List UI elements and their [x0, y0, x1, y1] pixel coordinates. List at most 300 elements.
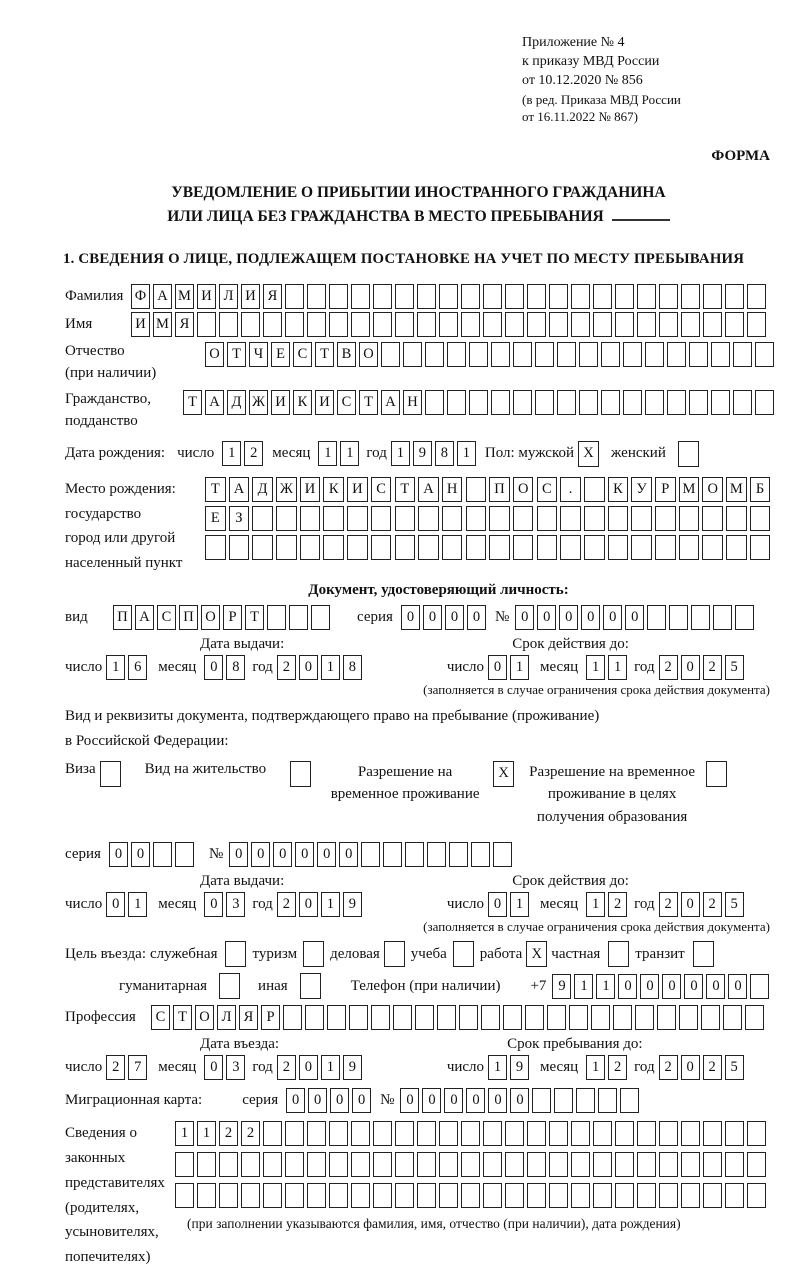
- char-cell[interactable]: 1: [321, 655, 340, 680]
- char-cell[interactable]: [241, 312, 260, 337]
- sex-female-checkbox[interactable]: [678, 441, 699, 467]
- char-cell[interactable]: [466, 535, 487, 560]
- char-cell[interactable]: [489, 506, 510, 531]
- char-cell[interactable]: 2: [703, 892, 722, 917]
- char-cell[interactable]: [483, 1121, 502, 1146]
- char-cell[interactable]: [393, 1005, 412, 1030]
- char-cell[interactable]: [466, 506, 487, 531]
- char-cell[interactable]: [747, 1183, 766, 1208]
- char-cell[interactable]: И: [197, 284, 216, 309]
- char-cell[interactable]: [469, 390, 488, 415]
- char-cell[interactable]: [645, 342, 664, 367]
- char-cell[interactable]: [613, 1005, 632, 1030]
- char-cell[interactable]: [276, 535, 297, 560]
- char-cell[interactable]: 0: [299, 655, 318, 680]
- char-cell[interactable]: [750, 535, 771, 560]
- char-cell[interactable]: 0: [299, 892, 318, 917]
- char-cell[interactable]: [252, 535, 273, 560]
- char-cell[interactable]: [702, 506, 723, 531]
- char-cell[interactable]: [263, 1152, 282, 1177]
- char-cell[interactable]: 0: [466, 1088, 485, 1113]
- char-cell[interactable]: [461, 1183, 480, 1208]
- char-cell[interactable]: [750, 974, 769, 999]
- char-cell[interactable]: [615, 312, 634, 337]
- char-cell[interactable]: [560, 535, 581, 560]
- char-cell[interactable]: 1: [222, 441, 241, 466]
- char-cell[interactable]: [703, 1152, 722, 1177]
- char-cell[interactable]: [252, 506, 273, 531]
- char-cell[interactable]: 0: [537, 605, 556, 630]
- char-cell[interactable]: 0: [317, 842, 336, 867]
- char-cell[interactable]: 7: [128, 1055, 147, 1080]
- char-cell[interactable]: [691, 605, 710, 630]
- char-cell[interactable]: А: [381, 390, 400, 415]
- char-cell[interactable]: П: [113, 605, 132, 630]
- char-cell[interactable]: [418, 506, 439, 531]
- char-cell[interactable]: [703, 1121, 722, 1146]
- char-cell[interactable]: М: [153, 312, 172, 337]
- char-cell[interactable]: 1: [510, 655, 529, 680]
- char-cell[interactable]: 0: [706, 974, 725, 999]
- char-cell[interactable]: 2: [244, 441, 263, 466]
- char-cell[interactable]: [175, 1152, 194, 1177]
- char-cell[interactable]: 9: [552, 974, 571, 999]
- char-cell[interactable]: [447, 390, 466, 415]
- char-cell[interactable]: А: [418, 477, 439, 502]
- char-cell[interactable]: [351, 1121, 370, 1146]
- char-cell[interactable]: 0: [422, 1088, 441, 1113]
- char-cell[interactable]: [491, 342, 510, 367]
- char-cell[interactable]: [267, 605, 286, 630]
- char-cell[interactable]: Н: [442, 477, 463, 502]
- char-cell[interactable]: 2: [106, 1055, 125, 1080]
- char-cell[interactable]: А: [205, 390, 224, 415]
- char-cell[interactable]: [489, 535, 510, 560]
- char-cell[interactable]: [349, 1005, 368, 1030]
- char-cell[interactable]: 0: [603, 605, 622, 630]
- char-cell[interactable]: 0: [640, 974, 659, 999]
- purpose-tourism-checkbox[interactable]: [303, 941, 324, 967]
- char-cell[interactable]: [615, 284, 634, 309]
- char-cell[interactable]: [417, 1121, 436, 1146]
- char-cell[interactable]: [219, 312, 238, 337]
- char-cell[interactable]: Б: [750, 477, 771, 502]
- char-cell[interactable]: [669, 605, 688, 630]
- char-cell[interactable]: Т: [227, 342, 246, 367]
- char-cell[interactable]: С: [537, 477, 558, 502]
- char-cell[interactable]: [311, 605, 330, 630]
- char-cell[interactable]: [449, 842, 468, 867]
- char-cell[interactable]: [747, 284, 766, 309]
- char-cell[interactable]: [725, 1152, 744, 1177]
- char-cell[interactable]: И: [315, 390, 334, 415]
- char-cell[interactable]: [615, 1183, 634, 1208]
- char-cell[interactable]: [481, 1005, 500, 1030]
- char-cell[interactable]: [418, 535, 439, 560]
- char-cell[interactable]: Е: [205, 506, 226, 531]
- char-cell[interactable]: [513, 342, 532, 367]
- char-cell[interactable]: Д: [227, 390, 246, 415]
- char-cell[interactable]: [659, 312, 678, 337]
- char-cell[interactable]: 0: [204, 1055, 223, 1080]
- char-cell[interactable]: [557, 342, 576, 367]
- char-cell[interactable]: А: [135, 605, 154, 630]
- char-cell[interactable]: [667, 342, 686, 367]
- char-cell[interactable]: [471, 842, 490, 867]
- char-cell[interactable]: И: [131, 312, 150, 337]
- char-cell[interactable]: [615, 1121, 634, 1146]
- char-cell[interactable]: [681, 1183, 700, 1208]
- char-cell[interactable]: Я: [263, 284, 282, 309]
- char-cell[interactable]: 5: [725, 655, 744, 680]
- char-cell[interactable]: [491, 390, 510, 415]
- char-cell[interactable]: [307, 1121, 326, 1146]
- char-cell[interactable]: [442, 506, 463, 531]
- char-cell[interactable]: [725, 1183, 744, 1208]
- char-cell[interactable]: [351, 1183, 370, 1208]
- purpose-transit-checkbox[interactable]: [693, 941, 714, 967]
- char-cell[interactable]: С: [371, 477, 392, 502]
- temp-permit-checkbox[interactable]: X: [493, 761, 514, 787]
- char-cell[interactable]: [483, 1183, 502, 1208]
- char-cell[interactable]: Ж: [249, 390, 268, 415]
- char-cell[interactable]: [461, 284, 480, 309]
- char-cell[interactable]: [466, 477, 487, 502]
- char-cell[interactable]: [747, 312, 766, 337]
- char-cell[interactable]: [755, 342, 774, 367]
- char-cell[interactable]: О: [513, 477, 534, 502]
- char-cell[interactable]: 6: [128, 655, 147, 680]
- char-cell[interactable]: [373, 1152, 392, 1177]
- char-cell[interactable]: [608, 535, 629, 560]
- char-cell[interactable]: 0: [467, 605, 486, 630]
- char-cell[interactable]: 1: [608, 655, 627, 680]
- char-cell[interactable]: [263, 1121, 282, 1146]
- char-cell[interactable]: 1: [457, 441, 476, 466]
- char-cell[interactable]: 0: [295, 842, 314, 867]
- char-cell[interactable]: 2: [219, 1121, 238, 1146]
- char-cell[interactable]: [513, 390, 532, 415]
- char-cell[interactable]: [679, 506, 700, 531]
- char-cell[interactable]: 0: [515, 605, 534, 630]
- char-cell[interactable]: [735, 605, 754, 630]
- char-cell[interactable]: [205, 535, 226, 560]
- char-cell[interactable]: 8: [226, 655, 245, 680]
- char-cell[interactable]: [713, 605, 732, 630]
- char-cell[interactable]: [323, 506, 344, 531]
- char-cell[interactable]: [726, 506, 747, 531]
- char-cell[interactable]: 0: [684, 974, 703, 999]
- char-cell[interactable]: [655, 506, 676, 531]
- char-cell[interactable]: [241, 1152, 260, 1177]
- char-cell[interactable]: [307, 284, 326, 309]
- char-cell[interactable]: [197, 1152, 216, 1177]
- char-cell[interactable]: [327, 1005, 346, 1030]
- char-cell[interactable]: К: [293, 390, 312, 415]
- char-cell[interactable]: 0: [286, 1088, 305, 1113]
- char-cell[interactable]: [276, 506, 297, 531]
- char-cell[interactable]: [373, 1121, 392, 1146]
- char-cell[interactable]: [747, 1121, 766, 1146]
- char-cell[interactable]: 0: [681, 892, 700, 917]
- char-cell[interactable]: 0: [662, 974, 681, 999]
- char-cell[interactable]: [537, 506, 558, 531]
- char-cell[interactable]: [657, 1005, 676, 1030]
- char-cell[interactable]: 0: [352, 1088, 371, 1113]
- char-cell[interactable]: [527, 1183, 546, 1208]
- char-cell[interactable]: Я: [239, 1005, 258, 1030]
- purpose-work-checkbox[interactable]: X: [526, 941, 547, 967]
- char-cell[interactable]: 0: [681, 1055, 700, 1080]
- char-cell[interactable]: [527, 1121, 546, 1146]
- char-cell[interactable]: [285, 1183, 304, 1208]
- char-cell[interactable]: [584, 506, 605, 531]
- char-cell[interactable]: 0: [273, 842, 292, 867]
- char-cell[interactable]: [591, 1005, 610, 1030]
- char-cell[interactable]: [703, 1183, 722, 1208]
- char-cell[interactable]: О: [702, 477, 723, 502]
- char-cell[interactable]: [711, 390, 730, 415]
- char-cell[interactable]: [750, 506, 771, 531]
- char-cell[interactable]: [395, 1152, 414, 1177]
- char-cell[interactable]: С: [337, 390, 356, 415]
- char-cell[interactable]: [513, 535, 534, 560]
- char-cell[interactable]: 2: [608, 892, 627, 917]
- char-cell[interactable]: [417, 1152, 436, 1177]
- char-cell[interactable]: 2: [277, 892, 296, 917]
- char-cell[interactable]: [283, 1005, 302, 1030]
- char-cell[interactable]: [373, 312, 392, 337]
- char-cell[interactable]: [608, 506, 629, 531]
- char-cell[interactable]: [601, 342, 620, 367]
- char-cell[interactable]: 0: [251, 842, 270, 867]
- char-cell[interactable]: 0: [400, 1088, 419, 1113]
- char-cell[interactable]: [347, 535, 368, 560]
- char-cell[interactable]: [425, 342, 444, 367]
- char-cell[interactable]: [584, 477, 605, 502]
- char-cell[interactable]: 1: [197, 1121, 216, 1146]
- char-cell[interactable]: С: [293, 342, 312, 367]
- char-cell[interactable]: [723, 1005, 742, 1030]
- char-cell[interactable]: 1: [391, 441, 410, 466]
- char-cell[interactable]: [620, 1088, 639, 1113]
- char-cell[interactable]: 0: [581, 605, 600, 630]
- char-cell[interactable]: 1: [321, 892, 340, 917]
- char-cell[interactable]: [679, 1005, 698, 1030]
- char-cell[interactable]: [598, 1088, 617, 1113]
- char-cell[interactable]: [637, 1121, 656, 1146]
- char-cell[interactable]: [755, 390, 774, 415]
- char-cell[interactable]: [371, 1005, 390, 1030]
- char-cell[interactable]: [711, 342, 730, 367]
- char-cell[interactable]: 9: [343, 1055, 362, 1080]
- char-cell[interactable]: 1: [175, 1121, 194, 1146]
- char-cell[interactable]: [681, 1121, 700, 1146]
- char-cell[interactable]: [285, 312, 304, 337]
- char-cell[interactable]: [532, 1088, 551, 1113]
- char-cell[interactable]: [571, 284, 590, 309]
- char-cell[interactable]: [329, 1121, 348, 1146]
- char-cell[interactable]: [395, 506, 416, 531]
- char-cell[interactable]: [505, 1152, 524, 1177]
- char-cell[interactable]: [637, 312, 656, 337]
- char-cell[interactable]: [593, 1121, 612, 1146]
- char-cell[interactable]: 0: [106, 892, 125, 917]
- char-cell[interactable]: [549, 1152, 568, 1177]
- char-cell[interactable]: [263, 312, 282, 337]
- char-cell[interactable]: [659, 284, 678, 309]
- char-cell[interactable]: [300, 506, 321, 531]
- char-cell[interactable]: [725, 284, 744, 309]
- char-cell[interactable]: [405, 842, 424, 867]
- char-cell[interactable]: 0: [131, 842, 150, 867]
- char-cell[interactable]: [229, 535, 250, 560]
- char-cell[interactable]: [425, 390, 444, 415]
- char-cell[interactable]: [459, 1005, 478, 1030]
- char-cell[interactable]: А: [153, 284, 172, 309]
- char-cell[interactable]: 2: [659, 892, 678, 917]
- char-cell[interactable]: [493, 842, 512, 867]
- char-cell[interactable]: [403, 342, 422, 367]
- char-cell[interactable]: 1: [586, 892, 605, 917]
- char-cell[interactable]: [347, 506, 368, 531]
- char-cell[interactable]: [371, 506, 392, 531]
- char-cell[interactable]: О: [205, 342, 224, 367]
- char-cell[interactable]: 1: [586, 1055, 605, 1080]
- char-cell[interactable]: [681, 284, 700, 309]
- char-cell[interactable]: 0: [330, 1088, 349, 1113]
- char-cell[interactable]: [417, 284, 436, 309]
- char-cell[interactable]: Т: [183, 390, 202, 415]
- char-cell[interactable]: [579, 390, 598, 415]
- char-cell[interactable]: [560, 506, 581, 531]
- char-cell[interactable]: [637, 284, 656, 309]
- char-cell[interactable]: [733, 390, 752, 415]
- char-cell[interactable]: [373, 284, 392, 309]
- char-cell[interactable]: Т: [205, 477, 226, 502]
- char-cell[interactable]: Т: [359, 390, 378, 415]
- char-cell[interactable]: М: [679, 477, 700, 502]
- char-cell[interactable]: Д: [252, 477, 273, 502]
- char-cell[interactable]: 8: [343, 655, 362, 680]
- char-cell[interactable]: К: [323, 477, 344, 502]
- char-cell[interactable]: [635, 1005, 654, 1030]
- char-cell[interactable]: Р: [261, 1005, 280, 1030]
- char-cell[interactable]: 1: [128, 892, 147, 917]
- char-cell[interactable]: Т: [245, 605, 264, 630]
- char-cell[interactable]: [437, 1005, 456, 1030]
- char-cell[interactable]: 0: [423, 605, 442, 630]
- char-cell[interactable]: [557, 390, 576, 415]
- char-cell[interactable]: [329, 312, 348, 337]
- char-cell[interactable]: 0: [308, 1088, 327, 1113]
- char-cell[interactable]: [645, 390, 664, 415]
- char-cell[interactable]: [417, 1183, 436, 1208]
- char-cell[interactable]: С: [157, 605, 176, 630]
- purpose-business-checkbox[interactable]: [384, 941, 405, 967]
- char-cell[interactable]: 1: [574, 974, 593, 999]
- char-cell[interactable]: [323, 535, 344, 560]
- char-cell[interactable]: [395, 284, 414, 309]
- char-cell[interactable]: 0: [488, 1088, 507, 1113]
- char-cell[interactable]: 8: [435, 441, 454, 466]
- char-cell[interactable]: Л: [219, 284, 238, 309]
- char-cell[interactable]: [549, 1121, 568, 1146]
- char-cell[interactable]: [395, 1183, 414, 1208]
- char-cell[interactable]: [703, 284, 722, 309]
- char-cell[interactable]: У: [631, 477, 652, 502]
- char-cell[interactable]: [747, 1152, 766, 1177]
- char-cell[interactable]: Т: [173, 1005, 192, 1030]
- char-cell[interactable]: 0: [559, 605, 578, 630]
- char-cell[interactable]: 0: [488, 892, 507, 917]
- char-cell[interactable]: [241, 1183, 260, 1208]
- purpose-official-checkbox[interactable]: [225, 941, 246, 967]
- char-cell[interactable]: [571, 1152, 590, 1177]
- char-cell[interactable]: [703, 312, 722, 337]
- char-cell[interactable]: [427, 842, 446, 867]
- char-cell[interactable]: [415, 1005, 434, 1030]
- sex-male-checkbox[interactable]: X: [578, 441, 599, 467]
- char-cell[interactable]: [554, 1088, 573, 1113]
- char-cell[interactable]: 9: [413, 441, 432, 466]
- char-cell[interactable]: [219, 1183, 238, 1208]
- char-cell[interactable]: [285, 1152, 304, 1177]
- temp-permit-edu-checkbox[interactable]: [706, 761, 727, 787]
- char-cell[interactable]: [439, 1152, 458, 1177]
- char-cell[interactable]: [361, 842, 380, 867]
- char-cell[interactable]: П: [179, 605, 198, 630]
- char-cell[interactable]: Р: [655, 477, 676, 502]
- char-cell[interactable]: И: [271, 390, 290, 415]
- purpose-private-checkbox[interactable]: [608, 941, 629, 967]
- char-cell[interactable]: 9: [510, 1055, 529, 1080]
- char-cell[interactable]: .: [560, 477, 581, 502]
- char-cell[interactable]: 2: [659, 655, 678, 680]
- char-cell[interactable]: [395, 312, 414, 337]
- char-cell[interactable]: [483, 1152, 502, 1177]
- char-cell[interactable]: 3: [226, 892, 245, 917]
- char-cell[interactable]: 0: [618, 974, 637, 999]
- char-cell[interactable]: [726, 535, 747, 560]
- char-cell[interactable]: [395, 535, 416, 560]
- char-cell[interactable]: [579, 342, 598, 367]
- char-cell[interactable]: [175, 1183, 194, 1208]
- char-cell[interactable]: 2: [703, 1055, 722, 1080]
- char-cell[interactable]: [503, 1005, 522, 1030]
- char-cell[interactable]: [615, 1152, 634, 1177]
- char-cell[interactable]: [439, 1121, 458, 1146]
- char-cell[interactable]: Ф: [131, 284, 150, 309]
- char-cell[interactable]: [329, 1183, 348, 1208]
- char-cell[interactable]: [655, 535, 676, 560]
- char-cell[interactable]: [527, 284, 546, 309]
- char-cell[interactable]: [197, 312, 216, 337]
- char-cell[interactable]: [659, 1183, 678, 1208]
- residence-permit-checkbox[interactable]: [290, 761, 311, 787]
- char-cell[interactable]: [571, 1183, 590, 1208]
- char-cell[interactable]: [584, 535, 605, 560]
- char-cell[interactable]: [351, 284, 370, 309]
- char-cell[interactable]: [593, 1152, 612, 1177]
- char-cell[interactable]: [263, 1183, 282, 1208]
- char-cell[interactable]: О: [359, 342, 378, 367]
- char-cell[interactable]: [439, 312, 458, 337]
- char-cell[interactable]: Е: [271, 342, 290, 367]
- char-cell[interactable]: [305, 1005, 324, 1030]
- purpose-humanitarian-checkbox[interactable]: [219, 973, 240, 999]
- char-cell[interactable]: 0: [728, 974, 747, 999]
